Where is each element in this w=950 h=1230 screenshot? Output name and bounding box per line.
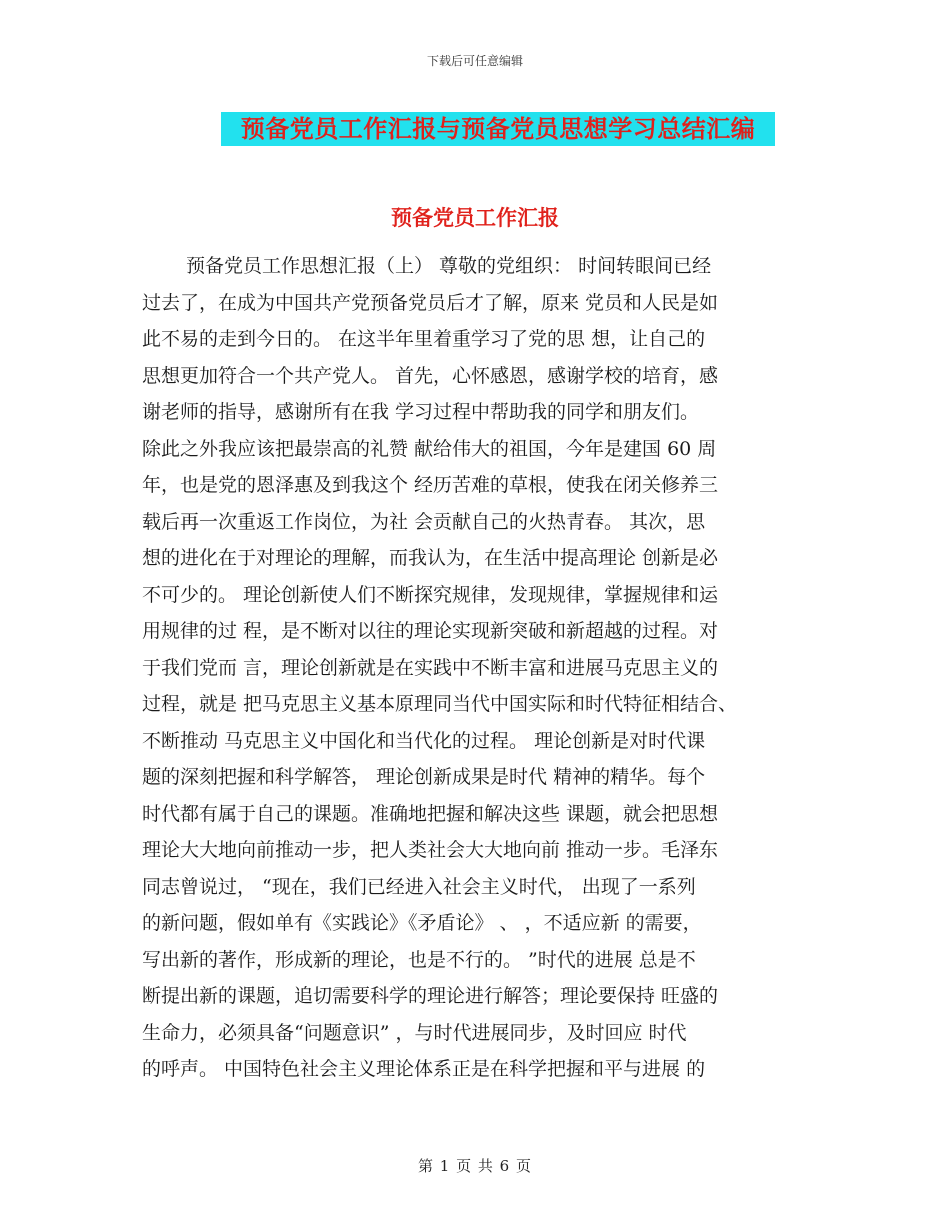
body-line: 思想更加符合一个共产党人。 首先，心怀感恩，感谢学校的培育，感 [142, 364, 719, 387]
body-line: 年，也是党的恩泽惠及到我这个 经历苦难的草根，使我在闭关修养三 [142, 474, 719, 496]
body-line: 写出新的著作，形成新的理论，也是不行的。 ”时代的进展 总是不 [142, 948, 696, 971]
body-line: 不可少的。 理论创新使人们不断探究规律，发现规律，掌握规律和运 [142, 583, 719, 606]
body-line: 的呼声。 中国特色社会主义理论体系正是在科学把握和平与进展 的 [142, 1058, 706, 1080]
body-line: 除此之外我应该把最崇高的礼赞 献给伟大的祖国，今年是建国 60 周 [142, 437, 717, 460]
body-line: 用规律的过 程，是不断对以往的理论实现新突破和新超越的过程。对 [142, 620, 719, 642]
body-line: 不断推动 马克思主义中国化和当代化的过程。 理论创新是对时代课 [142, 729, 706, 752]
body-line: 预备党员工作思想汇报（上） 尊敬的党组织： 时间转眼间已经 [186, 255, 712, 277]
body-line: 断提出新的课题，追切需要科学的理论进行解答；理论要保持 旺盛的 [142, 985, 719, 1007]
section-title: 预备党员工作汇报 [391, 205, 559, 230]
body-line: 此不易的走到今日的。 在这半年里着重学习了党的思 想，让自己的 [142, 328, 706, 350]
page-footer: 第 1 页 共 6 页 [418, 1157, 532, 1175]
body-line: 谢老师的指导，感谢所有在我 学习过程中帮助我的同学和朋友们。 [142, 401, 700, 423]
body-line: 于我们党而 言，理论创新就是在实践中不断丰富和进展马克思主义的 [142, 656, 719, 679]
body-line: 过去了，在成为中国共产党预备党员后才了解，原来 党员和人民是如 [142, 291, 719, 314]
body-line: 过程，就是 把马克思主义基本原理同当代中国实际和时代特征相结合、 [142, 693, 738, 715]
body-line: 生命力，必须具备“问题意识” ，与时代进展同步，及时回应 时代 [142, 1021, 687, 1044]
body-line: 时代都有属于自己的课题。准确地把握和解决这些 课题，就会把思想 [142, 802, 719, 825]
body-text [142, 248, 822, 1088]
body-line: 理论大大地向前推动一步，把人类社会大大地向前 推动一步。毛泽东 [142, 839, 719, 861]
body-line: 想的进化在于对理论的理解，而我认为，在生活中提高理论 创新是必 [142, 547, 719, 569]
body-line: 题的深刻把握和科学解答， 理论创新成果是时代 精神的精华。每个 [142, 766, 706, 788]
body-line: 同志曾说过， “现在，我们已经进入社会主义时代， 出现了一系列 [142, 875, 696, 898]
document-title: 预备党员工作汇报与预备党员思想学习总结汇编 [221, 112, 775, 146]
body-line: 载后再一次重返工作岗位，为社 会贡献自己的火热青春。 其次，思 [142, 510, 706, 533]
body-line: 的新问题，假如单有《实践论》《矛盾论》 、 ，不适应新 的需要， [142, 912, 702, 934]
header-note: 下载后可任意编辑 [426, 54, 523, 68]
